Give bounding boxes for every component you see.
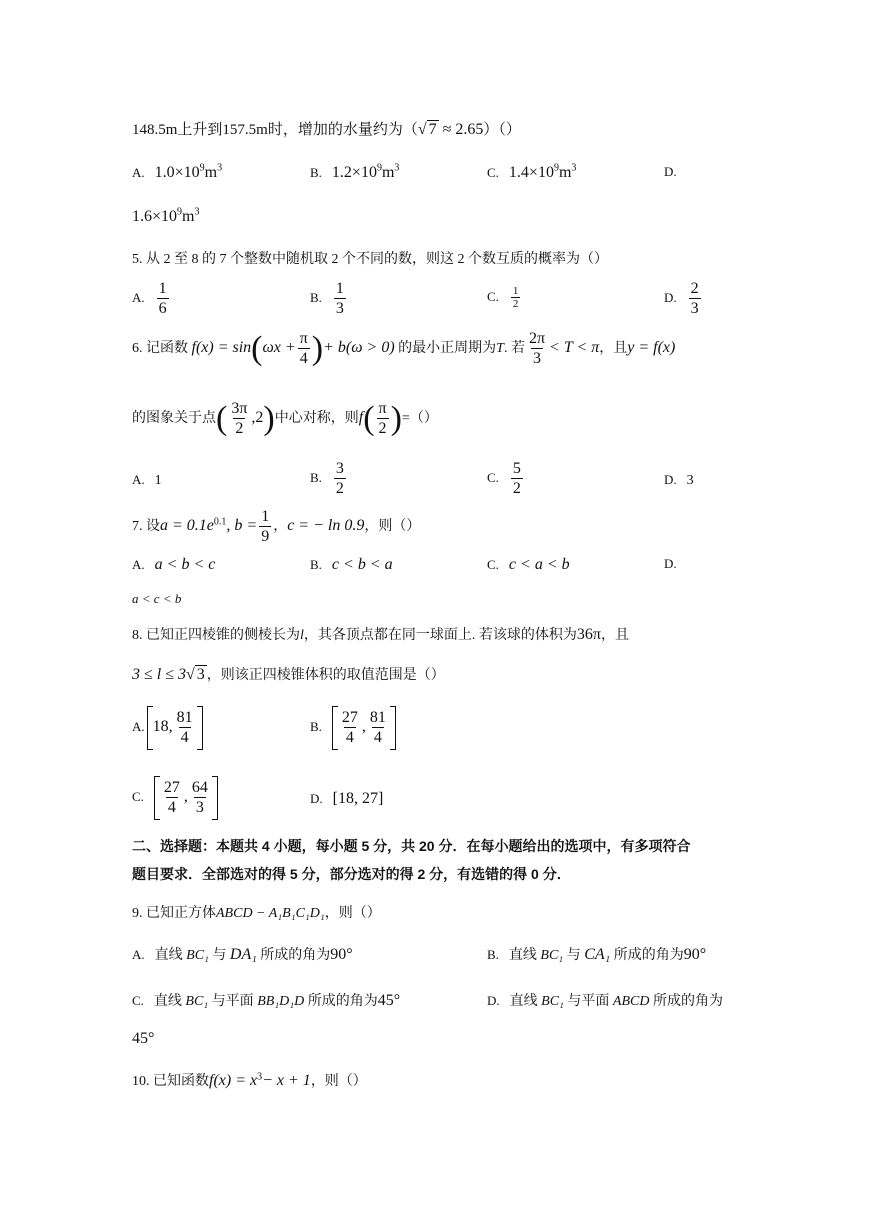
q9-option-a[interactable]: A. 直线 BC₁ 与 DA₁ 所成的角为90° — [132, 946, 353, 963]
q7-stem: 7. 设$a = 0.1e^{0.1}$, b = $\frac{1}{9}$ ，c = − ln 0.9，则（） — [132, 508, 421, 545]
q8-stem-line2: 3 ≤ l ≤ 3√ 3 ，则该正四棱锥体积的取值范围是（） — [132, 666, 445, 683]
q4-option-c[interactable]: C. $1.4\times 10^9m^3$ — [487, 162, 577, 181]
q6-stem-line2: 的图象关于点( $\frac{3\pi}{2}$ ,2)中心对称，则f( $\frac{\pi}{2}$ )=（） — [132, 399, 438, 437]
q6-stem-line1: 6. 记函数 f(x) = sin(ωx + $\frac{\pi}{4}$ )+ b(ω > 0) 的最小正周期为T. 若 $\frac{2\pi}{3}$ < T < π，且y = f(x) — [132, 329, 676, 367]
q5-option-d[interactable]: D. $\frac{2}{3}$ — [664, 280, 699, 317]
q4-option-d-label[interactable]: D. — [664, 164, 677, 179]
q7-option-d-value: a < c < b — [132, 591, 182, 606]
q9-stem: 9. 已知正方体ABCD − A₁B₁C₁D₁，则（） — [132, 906, 381, 921]
q7-option-c[interactable]: C. c < a < b — [487, 556, 570, 573]
q6-option-d[interactable]: D. 3 — [664, 472, 694, 488]
q9-option-c[interactable]: C. 直线 BC₁ 与平面 BB₁D₁D 所成的角为45° — [132, 992, 401, 1009]
q4-option-a[interactable]: A. $1.0\times 10^9m^3$ — [132, 162, 223, 181]
q5-option-a[interactable]: A. $\frac{1}{6}$ — [132, 280, 167, 317]
q5-option-b[interactable]: B. $\frac{1}{3}$ — [310, 280, 344, 317]
q7-option-b[interactable]: B. c < b < a — [310, 556, 393, 573]
q6-option-b[interactable]: B. $\frac{3}{2}$ — [310, 460, 344, 497]
q8-stem-line1: 8. 已知正四棱锥的侧棱长为l，其各顶点都在同一球面上. 若该球的体积为36π，且 — [132, 626, 629, 643]
section2-heading: 二、选择题：本题共 4 小题，每小题 5 分，共 20 分．在每小题给出的选项中，有多项符合 题目要求．全部选对的得 5 分，部分选对的得 2 分，有选错的得 0 分． — [132, 838, 691, 882]
q10-stem: 10. 已知函数$f(x) = x^3- x + 1$，则（） — [132, 1071, 367, 1089]
q4-option-d-value: $1.6\times 10^9m^3$ — [132, 206, 200, 225]
q8-option-d[interactable]: D. [18, 27] — [310, 790, 384, 807]
q8-option-b[interactable]: B. $\frac{27}{4}$ , $\frac{81}{4}$ — [310, 706, 396, 750]
q6-option-c[interactable]: C. $\frac{5}{2}$ — [487, 460, 521, 497]
q9-option-d-angle: 45° — [132, 1030, 155, 1047]
q9-option-d[interactable]: D. 直线 BC₁ 与平面 ABCD 所成的角为 — [487, 993, 723, 1009]
q6-option-a[interactable]: A. 1 — [132, 472, 162, 488]
q4-option-b[interactable]: B. $1.2\times 10^9m^3$ — [310, 162, 400, 181]
q9-option-b[interactable]: B. 直线 BC₁ 与 CA₁ 所成的角为90° — [487, 946, 707, 963]
q7-option-a[interactable]: A. a < b < c — [132, 556, 216, 573]
q8-option-a[interactable]: A. 18, $\frac{81}{4}$ — [132, 706, 203, 750]
q5-option-c[interactable]: C. $\frac{1}{2}$ — [487, 285, 519, 311]
q5-stem: 5. 从 2 至 8 的 7 个整数中随机取 2 个不同的数，则这 2 个数互质的概率为（） — [132, 252, 608, 267]
q7-option-d-label[interactable]: D. — [664, 556, 677, 571]
q4-stem-continuation: 148.5m上升到157.5m时，增加的水量约为（√ 7 ≈ 2.65）（） — [132, 121, 521, 138]
q8-option-c[interactable]: C. $\frac{27}{4}$ , $\frac{64}{3}$ — [132, 776, 218, 820]
